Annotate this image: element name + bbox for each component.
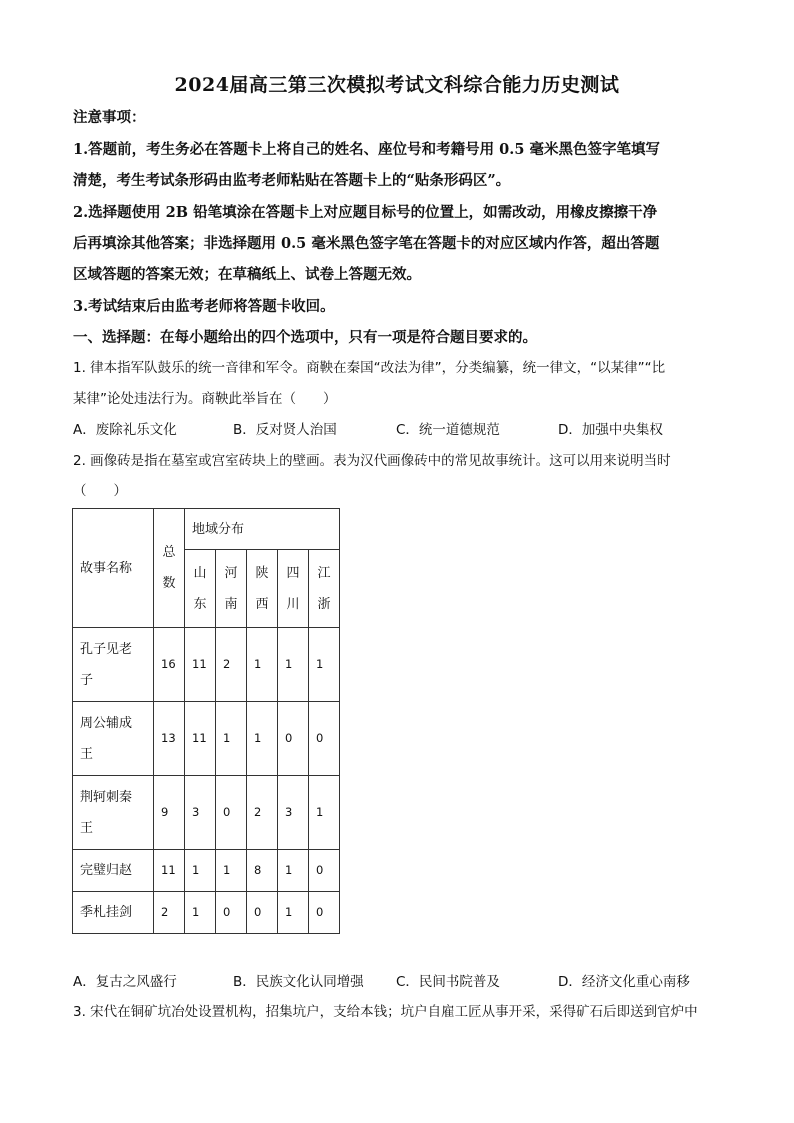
page-title: 2024届高三第三次模拟考试文科综合能力历史测试 xyxy=(174,74,620,96)
total-cell: 2 xyxy=(154,892,185,934)
option-d[interactable]: D．加强中央集权 xyxy=(558,422,663,438)
table-row xyxy=(73,892,340,934)
header-region-distribution: 地域分布 xyxy=(185,509,340,550)
value-cell: 1 xyxy=(185,892,216,934)
header-region: 四 川 xyxy=(278,550,309,628)
value-cell: 0 xyxy=(247,892,278,934)
total-cell: 9 xyxy=(154,776,185,850)
story-name: 孔子见老 子 xyxy=(73,628,154,702)
value-cell: 0 xyxy=(309,850,340,892)
value-cell: 0 xyxy=(216,892,247,934)
option-d[interactable]: D．经济文化重心南移 xyxy=(558,974,690,990)
notice-line: 3.考试结束后由监考老师将答题卡收回。 xyxy=(73,298,335,315)
total-cell: 16 xyxy=(154,628,185,702)
question-3-line: 3. 宋代在铜矿坑冶处设置机构，招集坑户，支给本钱；坑户自雇工匠从事开采，采得矿石后即送到官炉中 xyxy=(73,1004,698,1020)
header-region: 江 浙 xyxy=(309,550,340,628)
value-cell: 3 xyxy=(185,776,216,850)
total-cell: 11 xyxy=(154,850,185,892)
header-region: 陕 西 xyxy=(247,550,278,628)
table-row xyxy=(73,628,340,702)
story-statistics-table xyxy=(72,508,340,934)
value-cell: 1 xyxy=(278,892,309,934)
story-name: 完璧归赵 xyxy=(73,850,154,892)
notice-line: 2.选择题使用 2B 铅笔填涂在答题卡上对应题目标号的位置上，如需改动，用橡皮擦擦干净 xyxy=(73,204,658,221)
value-cell: 1 xyxy=(247,702,278,776)
option-c[interactable]: C．民间书院普及 xyxy=(396,974,500,990)
value-cell: 8 xyxy=(247,850,278,892)
value-cell: 0 xyxy=(309,702,340,776)
question-1-line: 1. 律本指军队鼓乐的统一音律和军令。商鞅在秦国“改法为律”，分类编纂，统一律文，“以某律”“比 xyxy=(73,360,666,376)
value-cell: 0 xyxy=(309,892,340,934)
value-cell: 0 xyxy=(278,702,309,776)
notice-line: 1.答题前，考生务必在答题卡上将自己的姓名、座位号和考籍号用 0.5 毫米黑色签字笔填写 xyxy=(73,141,660,158)
value-cell: 1 xyxy=(278,850,309,892)
value-cell: 0 xyxy=(216,776,247,850)
option-b[interactable]: B．反对贤人治国 xyxy=(233,422,337,438)
value-cell: 1 xyxy=(309,776,340,850)
value-cell: 11 xyxy=(185,628,216,702)
question-2-line: 2. 画像砖是指在墓室或宫室砖块上的壁画。表为汉代画像砖中的常见故事统计。这可以用来说明当时 xyxy=(73,453,671,469)
option-a[interactable]: A．废除礼乐文化 xyxy=(73,422,177,438)
value-cell: 1 xyxy=(216,850,247,892)
table-row xyxy=(73,850,340,892)
header-region: 河 南 xyxy=(216,550,247,628)
notice-line: 清楚，考生考试条形码由监考老师粘贴在答题卡上的“贴条形码区”。 xyxy=(73,172,511,189)
section-heading: 一、选择题：在每小题给出的四个选项中，只有一项是符合题目要求的。 xyxy=(73,329,537,346)
option-b[interactable]: B．民族文化认同增强 xyxy=(233,974,364,990)
value-cell: 1 xyxy=(278,628,309,702)
value-cell: 2 xyxy=(247,776,278,850)
value-cell: 11 xyxy=(185,702,216,776)
question-1-line: 某律”论处违法行为。商鞅此举旨在（ ） xyxy=(73,391,337,407)
option-a[interactable]: A．复古之风盛行 xyxy=(73,974,177,990)
notice-heading: 注意事项： xyxy=(73,109,146,126)
table-row xyxy=(73,702,340,776)
value-cell: 1 xyxy=(309,628,340,702)
table-row xyxy=(73,776,340,850)
story-name: 荆轲刺秦 王 xyxy=(73,776,154,850)
value-cell: 1 xyxy=(247,628,278,702)
option-c[interactable]: C．统一道德规范 xyxy=(396,422,500,438)
header-total: 总 数 xyxy=(154,509,185,628)
story-name: 周公辅成 王 xyxy=(73,702,154,776)
header-story-name: 故事名称 xyxy=(73,509,154,628)
notice-line: 后再填涂其他答案；非选择题用 0.5 毫米黑色签字笔在答题卡的对应区域内作答，超出答题 xyxy=(73,235,660,252)
question-2-line: （ ） xyxy=(73,483,127,499)
value-cell: 1 xyxy=(185,850,216,892)
value-cell: 1 xyxy=(216,702,247,776)
value-cell: 2 xyxy=(216,628,247,702)
story-name: 季札挂剑 xyxy=(73,892,154,934)
value-cell: 3 xyxy=(278,776,309,850)
notice-line: 区域答题的答案无效；在草稿纸上、试卷上答题无效。 xyxy=(73,266,421,283)
total-cell: 13 xyxy=(154,702,185,776)
header-region: 山 东 xyxy=(185,550,216,628)
